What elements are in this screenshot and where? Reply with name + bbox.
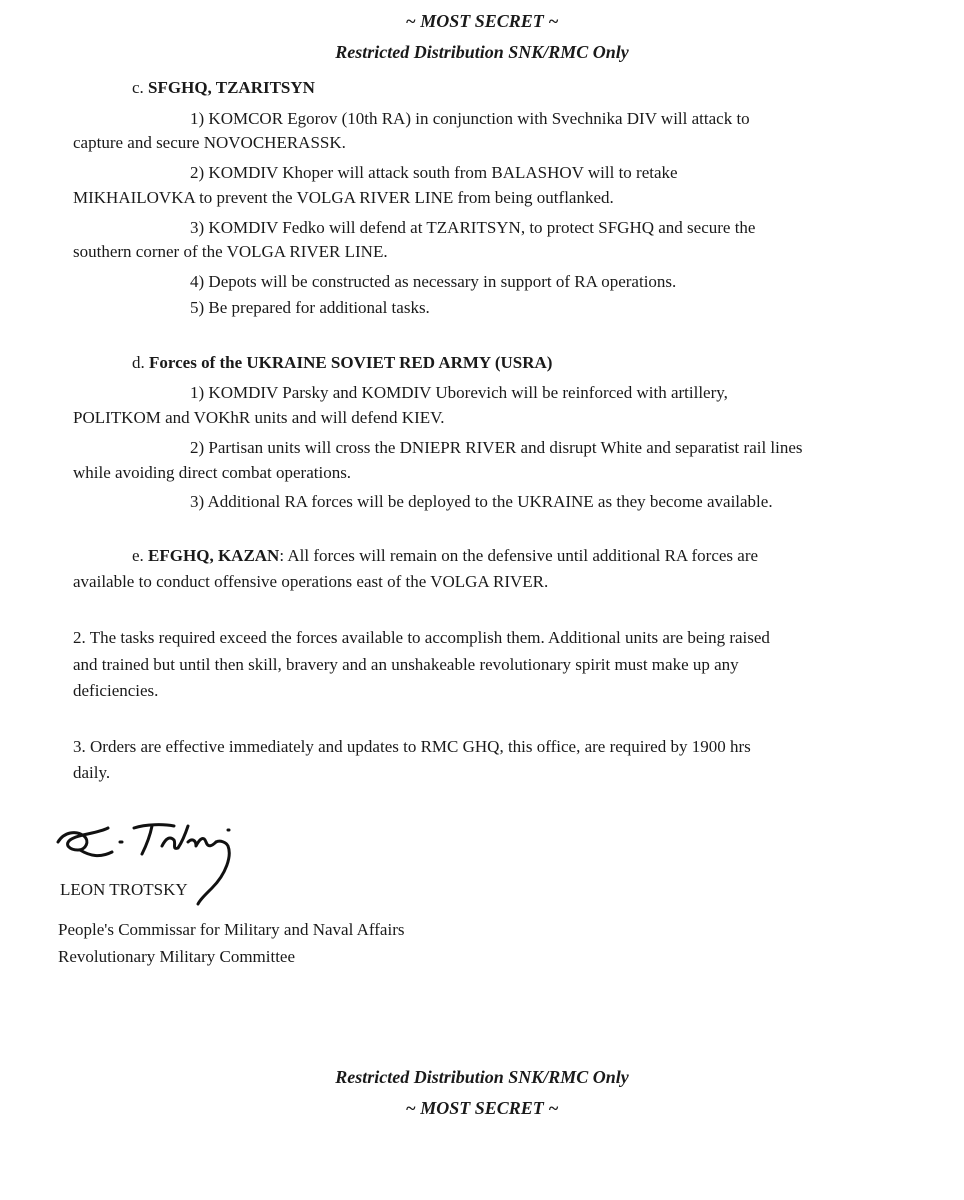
section-d-item1-line2: POLITKOM and VOKhR units and will defend KIEV. — [73, 408, 445, 427]
header-distribution: Restricted Distribution SNK/RMC Only — [335, 42, 629, 62]
section-c-item4: 4) Depots will be constructed as necessary in support of RA operations. — [190, 272, 677, 291]
para2-line3: deficiencies. — [73, 681, 159, 700]
section-d-title-suffix: (USRA) — [490, 353, 553, 372]
section-c-item3-line2: southern corner of the VOLGA RIVER LINE. — [73, 242, 388, 261]
section-c-title: SFGHQ, TZARITSYN — [148, 78, 315, 97]
section-e-text-line1: : All forces will remain on the defensive until additional RA forces are — [279, 546, 759, 565]
signer-title-line2: Revolutionary Military Committee — [58, 947, 296, 966]
section-c-heading — [132, 77, 315, 99]
para3-line1: 3. Orders are effective immediately and updates to RMC GHQ, this office, are required by 1900 hrs — [73, 737, 751, 756]
section-d-heading — [132, 352, 552, 374]
section-d-item2-line2: while avoiding direct combat operations. — [73, 463, 352, 482]
section-c-item3-line1: 3) KOMDIV Fedko will defend at TZARITSYN, to protect SFGHQ and secure the — [190, 218, 756, 237]
signer-title-line1: People's Commissar for Military and Naval Affairs — [58, 920, 405, 939]
section-c-item2-line2: MIKHAILOVKA to prevent the VOLGA RIVER LINE from being outflanked. — [73, 188, 614, 207]
section-d-item1-line1: 1) KOMDIV Parsky and KOMDIV Uborevich will be reinforced with artillery, — [190, 383, 728, 402]
signer-name: LEON TROTSKY — [60, 880, 188, 899]
section-c-item2-line1: 2) KOMDIV Khoper will attack south from BALASHOV will to retake — [190, 163, 678, 182]
section-e-marker: e. — [132, 546, 144, 565]
footer-classification: ~ MOST SECRET ~ — [405, 1098, 559, 1118]
section-e-title: EFGHQ, KAZAN — [148, 546, 280, 565]
section-e-text-line2: available to conduct offensive operations east of the VOLGA RIVER. — [73, 572, 549, 591]
section-c-marker: c. — [132, 78, 144, 97]
section-d-item2-line1: 2) Partisan units will cross the DNIEPR RIVER and disrupt White and separatist rail lines — [190, 438, 803, 457]
section-d-title: Forces of the UKRAINE SOVIET RED ARMY — [149, 353, 491, 372]
section-d-item3: 3) Additional RA forces will be deployed to the UKRAINE as they become available. — [190, 492, 773, 511]
section-d-marker: d. — [132, 353, 145, 372]
footer-distribution: Restricted Distribution SNK/RMC Only — [335, 1067, 629, 1087]
section-c-item1-line2: capture and secure NOVOCHERASSK. — [73, 133, 346, 152]
section-c-item1-line1: 1) KOMCOR Egorov (10th RA) in conjunction with Svechnika DIV will attack to — [190, 109, 750, 128]
section-e-line1 — [132, 545, 758, 567]
section-c-item5: 5) Be prepared for additional tasks. — [190, 298, 430, 317]
para2-line1: 2. The tasks required exceed the forces available to accomplish them. Additional units are being raised — [73, 628, 770, 647]
header-classification: ~ MOST SECRET ~ — [405, 11, 559, 31]
para3-line2: daily. — [73, 763, 111, 782]
para2-line2: and trained but until then skill, bravery and an unshakeable revolutionary spirit must make up any — [73, 655, 739, 674]
